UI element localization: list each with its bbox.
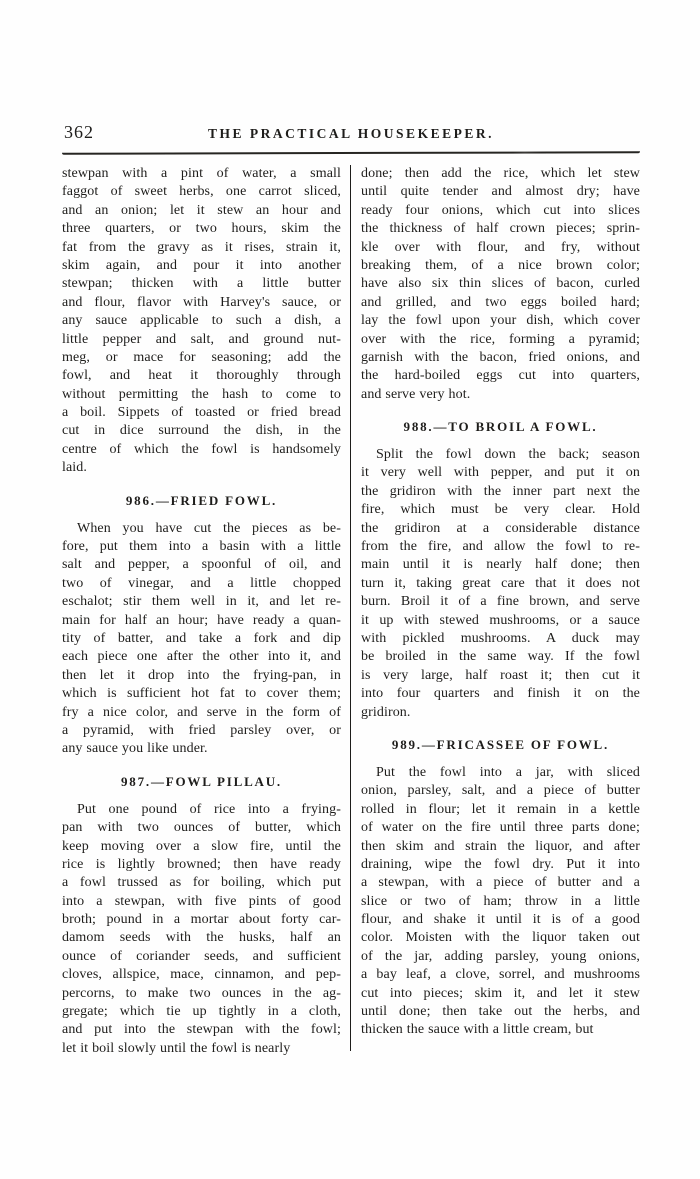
text-line: centre of which the fowl is handsomely	[62, 441, 341, 457]
text-line: each piece one after the other into it, and	[62, 649, 341, 665]
text-line: fire, which must be very clear. Hold	[361, 502, 640, 518]
text-line: draining, wipe the fowl dry. Put it into	[361, 856, 640, 872]
text-line: pan with two ounces of butter, which	[62, 820, 341, 836]
text-line: rice is lightly browned; then have ready	[62, 856, 341, 872]
text-line: until done; then take out the herbs, and	[361, 1004, 640, 1020]
text-line: the gridiron with the inner part next the	[361, 483, 640, 499]
text-line: main until it is nearly half done; then	[361, 557, 640, 573]
text-line: cloves, allspice, mace, cinnamon, and pep-	[62, 967, 341, 983]
text-line: into a stewpan, with five pints of good	[62, 893, 341, 909]
paragraph	[361, 446, 640, 722]
text-line: and grilled, and two eggs boiled hard;	[361, 294, 640, 310]
text-line: fat from the gravy as it rises, strain it,	[62, 239, 341, 255]
text-line: a stewpan, with a piece of butter and a	[361, 875, 640, 891]
text-line: and put into the stewpan with the fowl;	[62, 1022, 341, 1038]
text-line: and serve very hot.	[361, 386, 471, 402]
text-line: breaking them, of a nice brown color;	[361, 257, 640, 273]
text-line: broth; pound in a mortar about forty car-	[62, 912, 341, 928]
text-line: any sauce applicable to such a dish, a	[62, 313, 341, 329]
text-line: until quite tender and almost dry; have	[361, 184, 640, 200]
paragraph	[62, 520, 341, 759]
text-line: color. Moisten with the liquor taken out	[361, 930, 640, 946]
text-line: flour, and shake it until it is of a good	[361, 912, 640, 928]
text-line: damom seeds with the husks, half an	[62, 930, 341, 946]
text-line: gregate; which tie up tightly in a cloth,	[62, 1004, 341, 1020]
text-line: Put one pound of rice into a frying-	[77, 801, 341, 817]
text-line: then let it drop into the frying-pan, in	[62, 667, 341, 683]
text-line: of the jar, adding parsley, young onions,	[361, 948, 640, 964]
text-line: which is sufficient hot fat to cover them;	[62, 686, 341, 702]
text-line: percorns, to make two ounces in the ag-	[62, 985, 341, 1001]
recipe-heading: 987.—FOWL PILLAU.	[121, 773, 282, 789]
text-line: fry a nice color, and serve in the form of	[62, 704, 341, 720]
text-line: cut in dice surround the dish, in the	[62, 423, 341, 439]
text-line: turn it, taking great care that it does not	[361, 575, 640, 591]
text-line: burn. Broil it of a fine brown, and serve	[361, 594, 640, 610]
text-line: fowl, and heat it thoroughly through	[62, 368, 341, 384]
text-line: ounce of coriander seeds, and sufficient	[62, 948, 341, 964]
text-line: over with the rice, forming a pyramid;	[361, 331, 640, 347]
text-line: little pepper and salt, and ground nut-	[62, 331, 341, 347]
text-line: skim again, and pour it into another	[62, 257, 341, 273]
text-line: faggot of sweet herbs, one carrot sliced,	[62, 184, 341, 200]
text-line: the hard-boiled eggs cut into quarters,	[361, 368, 640, 384]
recipe-heading: 988.—TO BROIL A FOWL.	[403, 419, 598, 435]
text-line: be broiled in the same way. If the fowl	[361, 649, 640, 665]
text-line: Split the fowl down the back; season	[376, 447, 640, 463]
text-line: lay the fowl upon your dish, which cover	[361, 313, 640, 329]
recipe-heading: 989.—FRICASSEE OF FOWL.	[391, 736, 610, 752]
text-line: meg, or mace for seasoning; add the	[62, 349, 341, 365]
text-line: it very well with pepper, and put it on	[361, 465, 640, 481]
text-line: tity of batter, and take a fork and dip	[62, 630, 341, 646]
text-line: have also six thin slices of bacon, curled	[361, 276, 640, 292]
paragraph	[361, 165, 640, 404]
text-line: into four quarters and finish it on the	[361, 686, 640, 702]
text-line: salt and pepper, a spoonful of oil, and	[62, 557, 341, 573]
left-column	[62, 165, 350, 1056]
text-line: then skim and strain the liquor, and after	[361, 838, 640, 854]
text-line: ready four onions, which cut into slices	[361, 202, 640, 218]
text-line: stewpan; thicken with a little butter	[62, 276, 341, 292]
header-rule	[62, 151, 640, 155]
text-line: a fowl trussed as for boiling, which put	[62, 875, 341, 891]
text-line: without permitting the hash to come to	[62, 386, 341, 402]
text-line: is very large, half roast it; then cut it	[361, 667, 640, 683]
text-line: of water on the fire until three parts done;	[361, 820, 640, 836]
text-line: thicken the sauce with a little cream, but	[361, 1022, 594, 1038]
text-line: with pickled mushrooms. A duck may	[361, 630, 640, 646]
text-line: and an onion; let it stew an hour and	[62, 202, 341, 218]
text-line: main for half an hour; have ready a quan-	[62, 612, 341, 628]
paragraph	[361, 764, 640, 1040]
page-number: 362	[64, 122, 94, 142]
text-line: any sauce you like under.	[62, 741, 208, 757]
text-line: a boil. Sippets of toasted or fried bread	[62, 405, 341, 421]
text-line: let it boil slowly until the fowl is nearly	[62, 1040, 291, 1056]
text-line: gridiron.	[361, 704, 411, 720]
text-line: keep moving over a slow fire, until the	[62, 838, 341, 854]
text-line: When you have cut the pieces as be-	[77, 520, 341, 536]
text-line: Put the fowl into a jar, with sliced	[376, 764, 640, 780]
text-line: it up with stewed mushrooms, or a sauce	[361, 612, 640, 628]
text-block	[62, 122, 640, 1056]
text-line: fore, put them into a basin with a little	[62, 539, 341, 555]
text-line: laid.	[62, 460, 87, 476]
right-column	[351, 165, 640, 1051]
text-line: slice or two of ham; throw in a little	[361, 893, 640, 909]
paragraph	[62, 165, 341, 478]
text-columns	[62, 165, 640, 1056]
paragraph	[62, 801, 341, 1058]
text-line: done; then add the rice, which let stew	[361, 166, 640, 181]
text-line: stewpan with a pint of water, a small	[62, 166, 341, 181]
text-line: the gridiron at a considerable distance	[361, 520, 640, 536]
text-line: a bay leaf, a clove, sorrel, and mushrooms	[361, 967, 640, 983]
text-line: two of vinegar, and a little chopped	[62, 575, 341, 591]
recipe-heading: 986.—FRIED FOWL.	[125, 492, 278, 508]
text-line: a pyramid, with fried parsley over, or	[62, 722, 341, 738]
text-line: onion, parsley, salt, and a piece of butter	[361, 783, 640, 799]
page-header	[62, 122, 640, 148]
text-line: cut into pieces; skim it, and let it stew	[361, 985, 640, 1001]
text-line: eschalot; stir them well in it, and let re-	[62, 594, 341, 610]
text-line: rolled in flour; let it remain in a kettle	[361, 801, 640, 817]
text-line: the thickness of half crown pieces; sprin-	[361, 221, 640, 237]
text-line: garnish with the bacon, fried onions, and	[361, 349, 640, 365]
text-line: and flour, flavor with Harvey's sauce, or	[62, 294, 341, 310]
running-title: THE PRACTICAL HOUSEKEEPER.	[208, 126, 494, 141]
text-line: three quarters, or two hours, skim the	[62, 221, 341, 237]
text-line: from the fire, and allow the fowl to re-	[361, 539, 640, 555]
text-line: kle over with flour, and fry, without	[361, 239, 640, 255]
